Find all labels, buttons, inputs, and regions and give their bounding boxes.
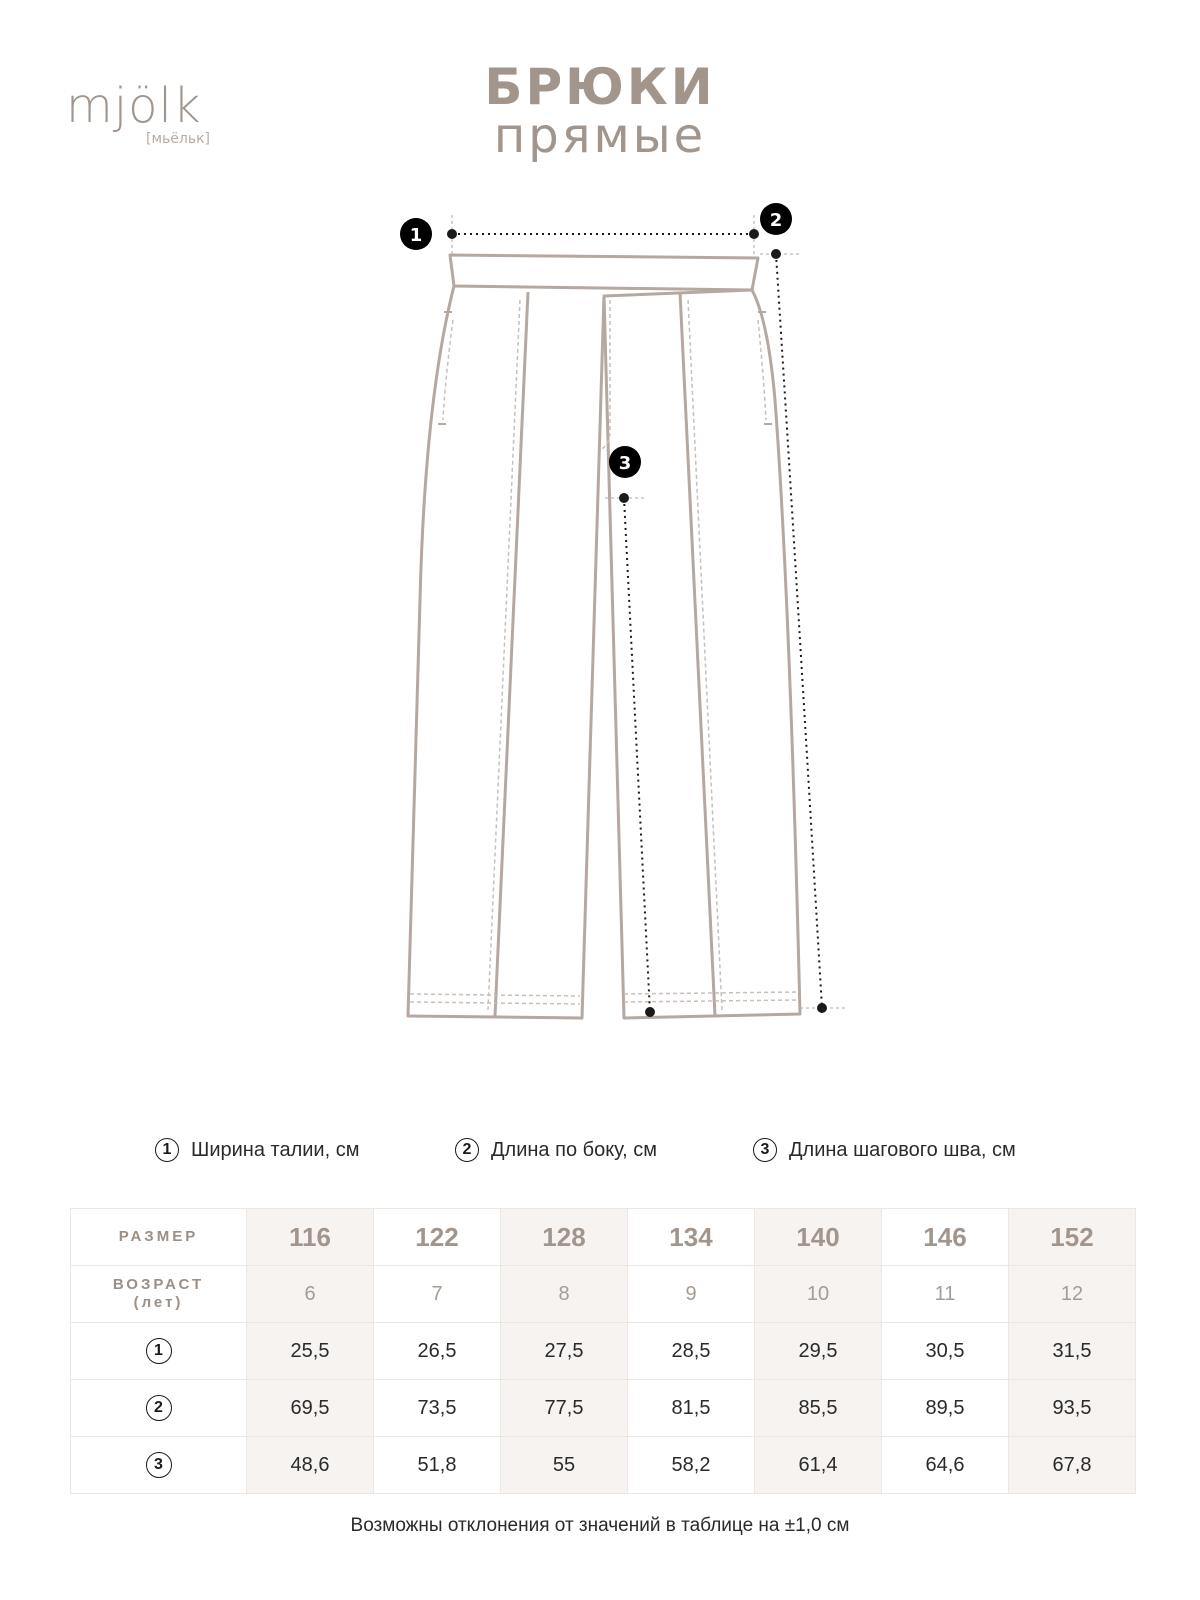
age-cell: 10 [755,1266,882,1323]
measure-cell: 81,5 [628,1380,755,1437]
measure-row-inseam [71,1437,1136,1494]
measure-cell: 48,6 [247,1437,374,1494]
size-cell: 116 [247,1209,374,1266]
page-subtitle: прямые [493,108,707,164]
age-cell: 8 [501,1266,628,1323]
legend-label: Длина по боку, см [491,1138,658,1161]
measure-cell: 85,5 [755,1380,882,1437]
measure-waist [447,215,759,255]
size-table [70,1208,1136,1494]
legend-badge: 3 [753,1138,777,1162]
measure-cell: 31,5 [1009,1323,1136,1380]
measure-cell: 55 [501,1437,628,1494]
svg-text:1: 1 [409,225,423,246]
size-header: РАЗМЕР [71,1209,247,1266]
page-title: БРЮКИ [484,58,716,116]
size-row [71,1209,1136,1266]
marker-3 [609,446,641,478]
measure-row-waist [71,1323,1136,1380]
measure-cell: 73,5 [374,1380,501,1437]
measure-cell: 28,5 [628,1323,755,1380]
measure-cell: 77,5 [501,1380,628,1437]
legend-item-side-length [455,1138,657,1162]
measurement-legend [0,1138,1200,1178]
legend-item-waist [155,1138,359,1162]
row-label: 2 [71,1380,247,1437]
measure-cell: 69,5 [247,1380,374,1437]
measure-cell: 89,5 [882,1380,1009,1437]
legend-label: Ширина талии, см [191,1138,360,1161]
size-cell: 134 [628,1209,755,1266]
age-cell: 6 [247,1266,374,1323]
measure-cell: 26,5 [374,1323,501,1380]
svg-text:3: 3 [618,453,632,474]
measure-cell: 25,5 [247,1323,374,1380]
age-row [71,1266,1136,1323]
size-cell: 152 [1009,1209,1136,1266]
measure-cell: 64,6 [882,1437,1009,1494]
size-cell: 122 [374,1209,501,1266]
age-cell: 11 [882,1266,1009,1323]
brand-name: mjölk [66,78,202,134]
measure-cell: 29,5 [755,1323,882,1380]
measure-cell: 27,5 [501,1323,628,1380]
brand-transcription: [мьёльк] [146,131,211,147]
age-header: ВОЗРАСТ (лет) [71,1266,247,1323]
measure-cell: 51,8 [374,1437,501,1494]
measure-cell: 30,5 [882,1323,1009,1380]
legend-badge: 2 [455,1138,479,1162]
age-cell: 12 [1009,1266,1136,1323]
measure-side-length [760,249,845,1013]
measure-cell: 58,2 [628,1437,755,1494]
row-label: 1 [71,1323,247,1380]
tolerance-note: Возможны отклонения от значений в таблице на ±1,0 см [350,1515,850,1536]
stitching-lines [410,300,798,1010]
measure-row-side-length [71,1380,1136,1437]
row-label: 3 [71,1437,247,1494]
size-cell: 140 [755,1209,882,1266]
age-cell: 7 [374,1266,501,1323]
size-cell: 128 [501,1209,628,1266]
legend-badge: 1 [155,1138,179,1162]
trousers-outline [408,255,800,1018]
measure-cell: 61,4 [755,1437,882,1494]
size-cell: 146 [882,1209,1009,1266]
marker-2 [760,203,792,235]
legend-item-inseam [753,1138,1016,1162]
measure-cell: 67,8 [1009,1437,1136,1494]
age-cell: 9 [628,1266,755,1323]
measure-cell: 93,5 [1009,1380,1136,1437]
marker-1 [400,218,432,250]
svg-text:2: 2 [769,210,783,231]
legend-label: Длина шагового шва, см [789,1138,1016,1161]
